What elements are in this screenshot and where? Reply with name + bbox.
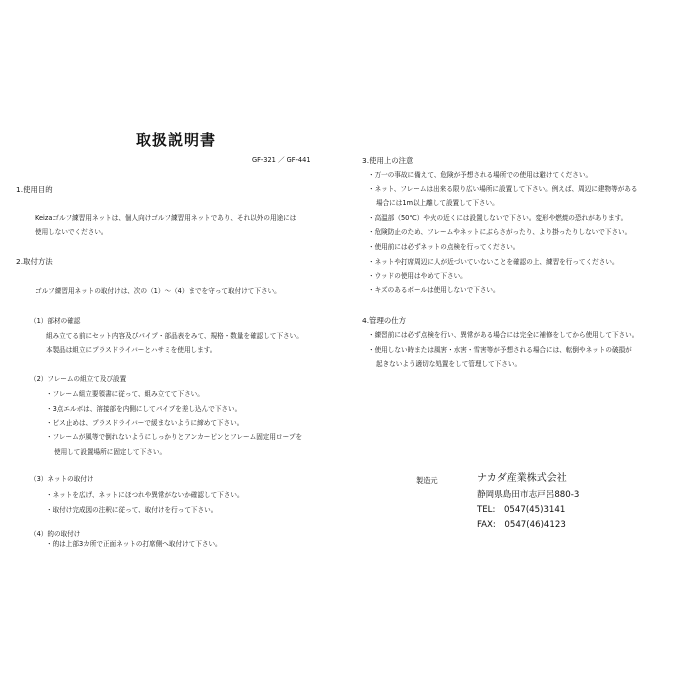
- section-3-line: ・万一の事故に備えて、危険が予想される場所での使用は避けてください。: [368, 171, 593, 179]
- maker-address: 静岡県島田市志戸呂880-3: [477, 490, 580, 500]
- section-3-line: ・高温部（50℃）や火の近くには設置しないで下さい。変形や燃焼の恐れがあります。: [368, 214, 628, 222]
- subsection-1-line: 本製品は組立にプラスドライバーとハサミを使用します。: [46, 346, 217, 354]
- section-1-line: Keizaゴルフ練習用ネットは、個人向けゴルフ練習用ネットであり、それ以外の用途には: [35, 214, 297, 222]
- subsection-2-line: ・ビス止めは、プラスドライバーで緩まないように締めて下さい。: [46, 419, 244, 427]
- maker-fax: FAX: 0547(46)4123: [477, 520, 566, 530]
- subsection-2-line: ・3点エルボは、溶接部を内側にしてパイプを差し込んで下さい。: [46, 405, 242, 413]
- section-3-line: ・危険防止のため、フレームやネットにぶらさがったり、より掛ったりしないで下さい。: [368, 228, 632, 236]
- maker-label: 製造元: [416, 476, 438, 485]
- model-numbers: GF-321 ／ GF-441: [252, 156, 311, 164]
- section-2-intro: ゴルフ練習用ネットの取付けは、次の（1）～（4）までを守って取付けて下さい。: [35, 287, 281, 295]
- section-3-line: ・ウッドの使用はやめて下さい。: [368, 272, 467, 280]
- subsection-4-line: ・的は上部3カ所で正面ネットの打席側へ取付けて下さい。: [46, 540, 222, 548]
- section-3-heading: 3.使用上の注意: [362, 156, 414, 165]
- subsection-2-line: 使用して設置場所に固定して下さい。: [54, 448, 167, 456]
- section-3-line: ・キズのあるボールは使用しないで下さい。: [368, 286, 500, 294]
- section-4-heading: 4.管理の仕方: [362, 316, 407, 325]
- section-3-line: ・使用前には必ずネットの点検を行ってください。: [368, 243, 520, 251]
- maker-tel: TEL: 0547(45)3141: [477, 505, 566, 515]
- section-4-line: ・練習前には必ず点検を行い、異常がある場合には完全に補修をしてから使用して下さい。: [368, 331, 639, 339]
- maker-company: ナカダ産業株式会社: [477, 473, 567, 484]
- subsection-4-heading: （4）的の取付け: [30, 530, 81, 538]
- subsection-3-line: ・ネットを広げ、ネットにほつれや異常がないか確認して下さい。: [46, 491, 244, 499]
- subsection-1-line: 組み立てる前にセット内容及びパイプ・部品表をみて、規格・数量を確認して下さい。: [46, 332, 303, 340]
- section-1-heading: 1.使用目的: [16, 185, 53, 194]
- page-title: 取扱説明書: [136, 131, 217, 149]
- section-3-line: ・ネットや打席周辺に人が近づいていないことを確認の上、練習を行ってください。: [368, 258, 619, 266]
- subsection-2-line: ・フレームが風等で倒れないようにしっかりとアンカーピンとフレーム固定用ロープを: [46, 433, 303, 441]
- section-2-heading: 2.取付方法: [16, 257, 53, 266]
- section-1-line: 使用しないでください。: [35, 228, 108, 236]
- section-3-line: ・ネット、フレームは出来る限り広い場所に設置して下さい。例えば、周辺に建物等がある: [368, 185, 638, 193]
- section-4-line: 起きないよう適切な処置をして管理して下さい。: [376, 360, 522, 368]
- subsection-1-heading: （1）部材の確認: [30, 317, 81, 325]
- section-4-line: ・使用しない時または風害・水害・雪害等が予想される場合には、転倒やネットの破損が: [368, 346, 632, 354]
- subsection-2-line: ・フレーム組立要領書に従って、組み立てて下さい。: [46, 390, 204, 398]
- subsection-3-heading: （3）ネットの取付け: [30, 475, 94, 483]
- section-3-line: 場合には1m以上離して設置して下さい。: [376, 199, 499, 207]
- subsection-3-line: ・取付け完成図の注釈に従って、取付けを行って下さい。: [46, 506, 218, 514]
- subsection-2-heading: （2）フレームの組立て及び設置: [30, 375, 127, 383]
